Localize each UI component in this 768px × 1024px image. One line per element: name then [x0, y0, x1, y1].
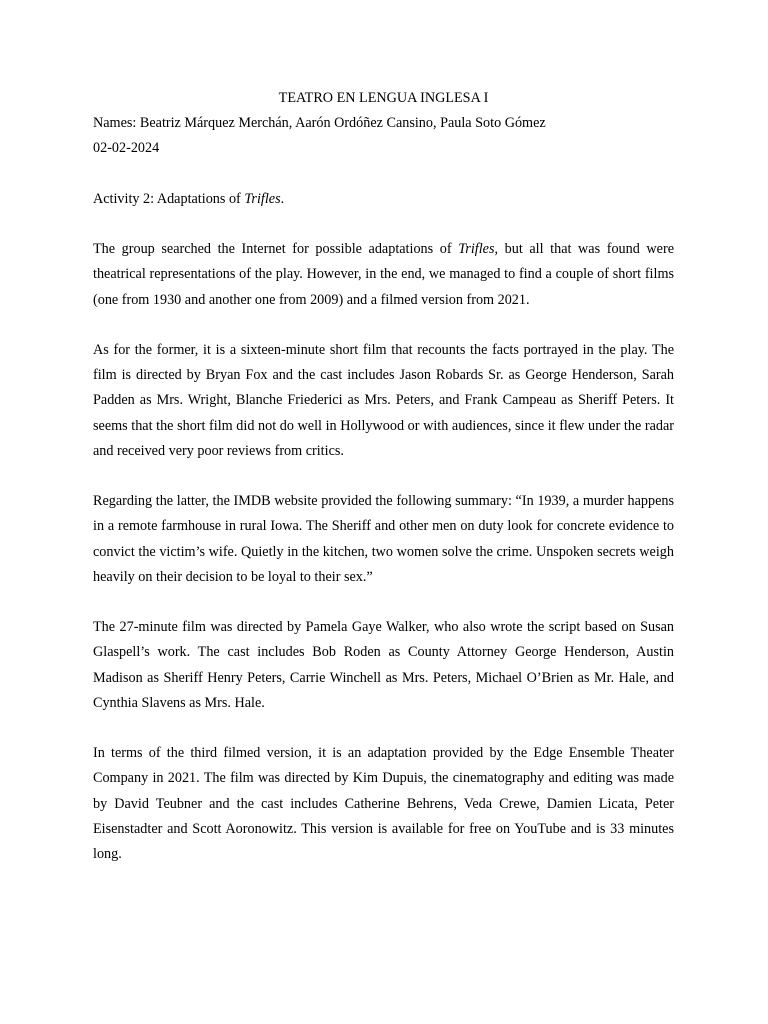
- paragraph-1930-film: As for the former, it is a sixteen-minute short film that recounts the facts portrayed in the play. The film is directed by Bryan Fox and the cast includes Jason Robards Sr. as George Henderson, Sarah Padden as Mrs. Wright, Blanche Friederici as Mrs. Peters, and Frank Campeau as Sheriff Peters. It seems that the short film did not do well in Hollywood or with audiences, since it flew under the radar and received very poor reviews from critics.: [93, 341, 674, 459]
- paragraph-work-title: Trifles: [458, 241, 495, 258]
- activity-suffix: .: [280, 190, 285, 207]
- spacer: [93, 716, 674, 741]
- document-title: TEATRO EN LENGUA INGLESA I: [278, 90, 489, 106]
- document-date: 02-02-2024: [93, 140, 160, 157]
- paragraph-imdb-summary: Regarding the latter, the IMDB website provided the following summary: “In 1939, a murder happens in a remote farmhouse in rural Iowa. The Sheriff and other men on duty look for concrete evidence to convict the victim’s wife. Quietly in the kitchen, two women solve the crime. Unspoken secrets weigh heavily on their decision to be loyal to their sex.”: [93, 493, 674, 585]
- activity-prefix: Activity 2: Adaptations of: [93, 190, 245, 207]
- paragraph-2009-film: The 27-minute film was directed by Pamela Gaye Walker, who also wrote the script based on Susan Glaspell’s work. The cast includes Bob Roden as County Attorney George Henderson, Austin Madison as Sheriff Henry Peters, Carrie Winchell as Mrs. Peters, Michael O’Brien as Mr. Hale, and Cynthia Slavens as Mrs. Hale.: [93, 619, 674, 711]
- spacer: [93, 212, 674, 237]
- spacer: [93, 313, 674, 338]
- paragraph-2021-film: In terms of the third filmed version, it is an adaptation provided by the Edge Ensemble Theater Company in 2021. The film was directed by Kim Dupuis, the cinematography and editing was made by David Teubner and the cast includes Catherine Behrens, Veda Crewe, Damien Licata, Peter Eisenstadter and Scott Aoronowitz. This version is available for free on YouTube and is 33 minutes long.: [93, 745, 674, 862]
- document-page: [93, 86, 674, 867]
- spacer: [93, 464, 674, 489]
- paragraph-text: The group searched the Internet for possible adaptations of: [93, 241, 459, 258]
- paragraph-text: , but all that was found were theatrical representations of the play. However, in the end, we managed to find a couple of short films (one from 1930 and another one from 2009) and a filmed version from 2021.: [93, 241, 674, 308]
- spacer: [93, 162, 674, 187]
- activity-work-title: Trifles: [244, 190, 281, 207]
- spacer: [93, 590, 674, 615]
- activity-heading: [93, 187, 674, 212]
- author-names: Names: Beatriz Márquez Merchán, Aarón Ordóñez Cansino, Paula Soto Gómez: [93, 115, 546, 132]
- paragraph-search-results: [93, 237, 674, 313]
